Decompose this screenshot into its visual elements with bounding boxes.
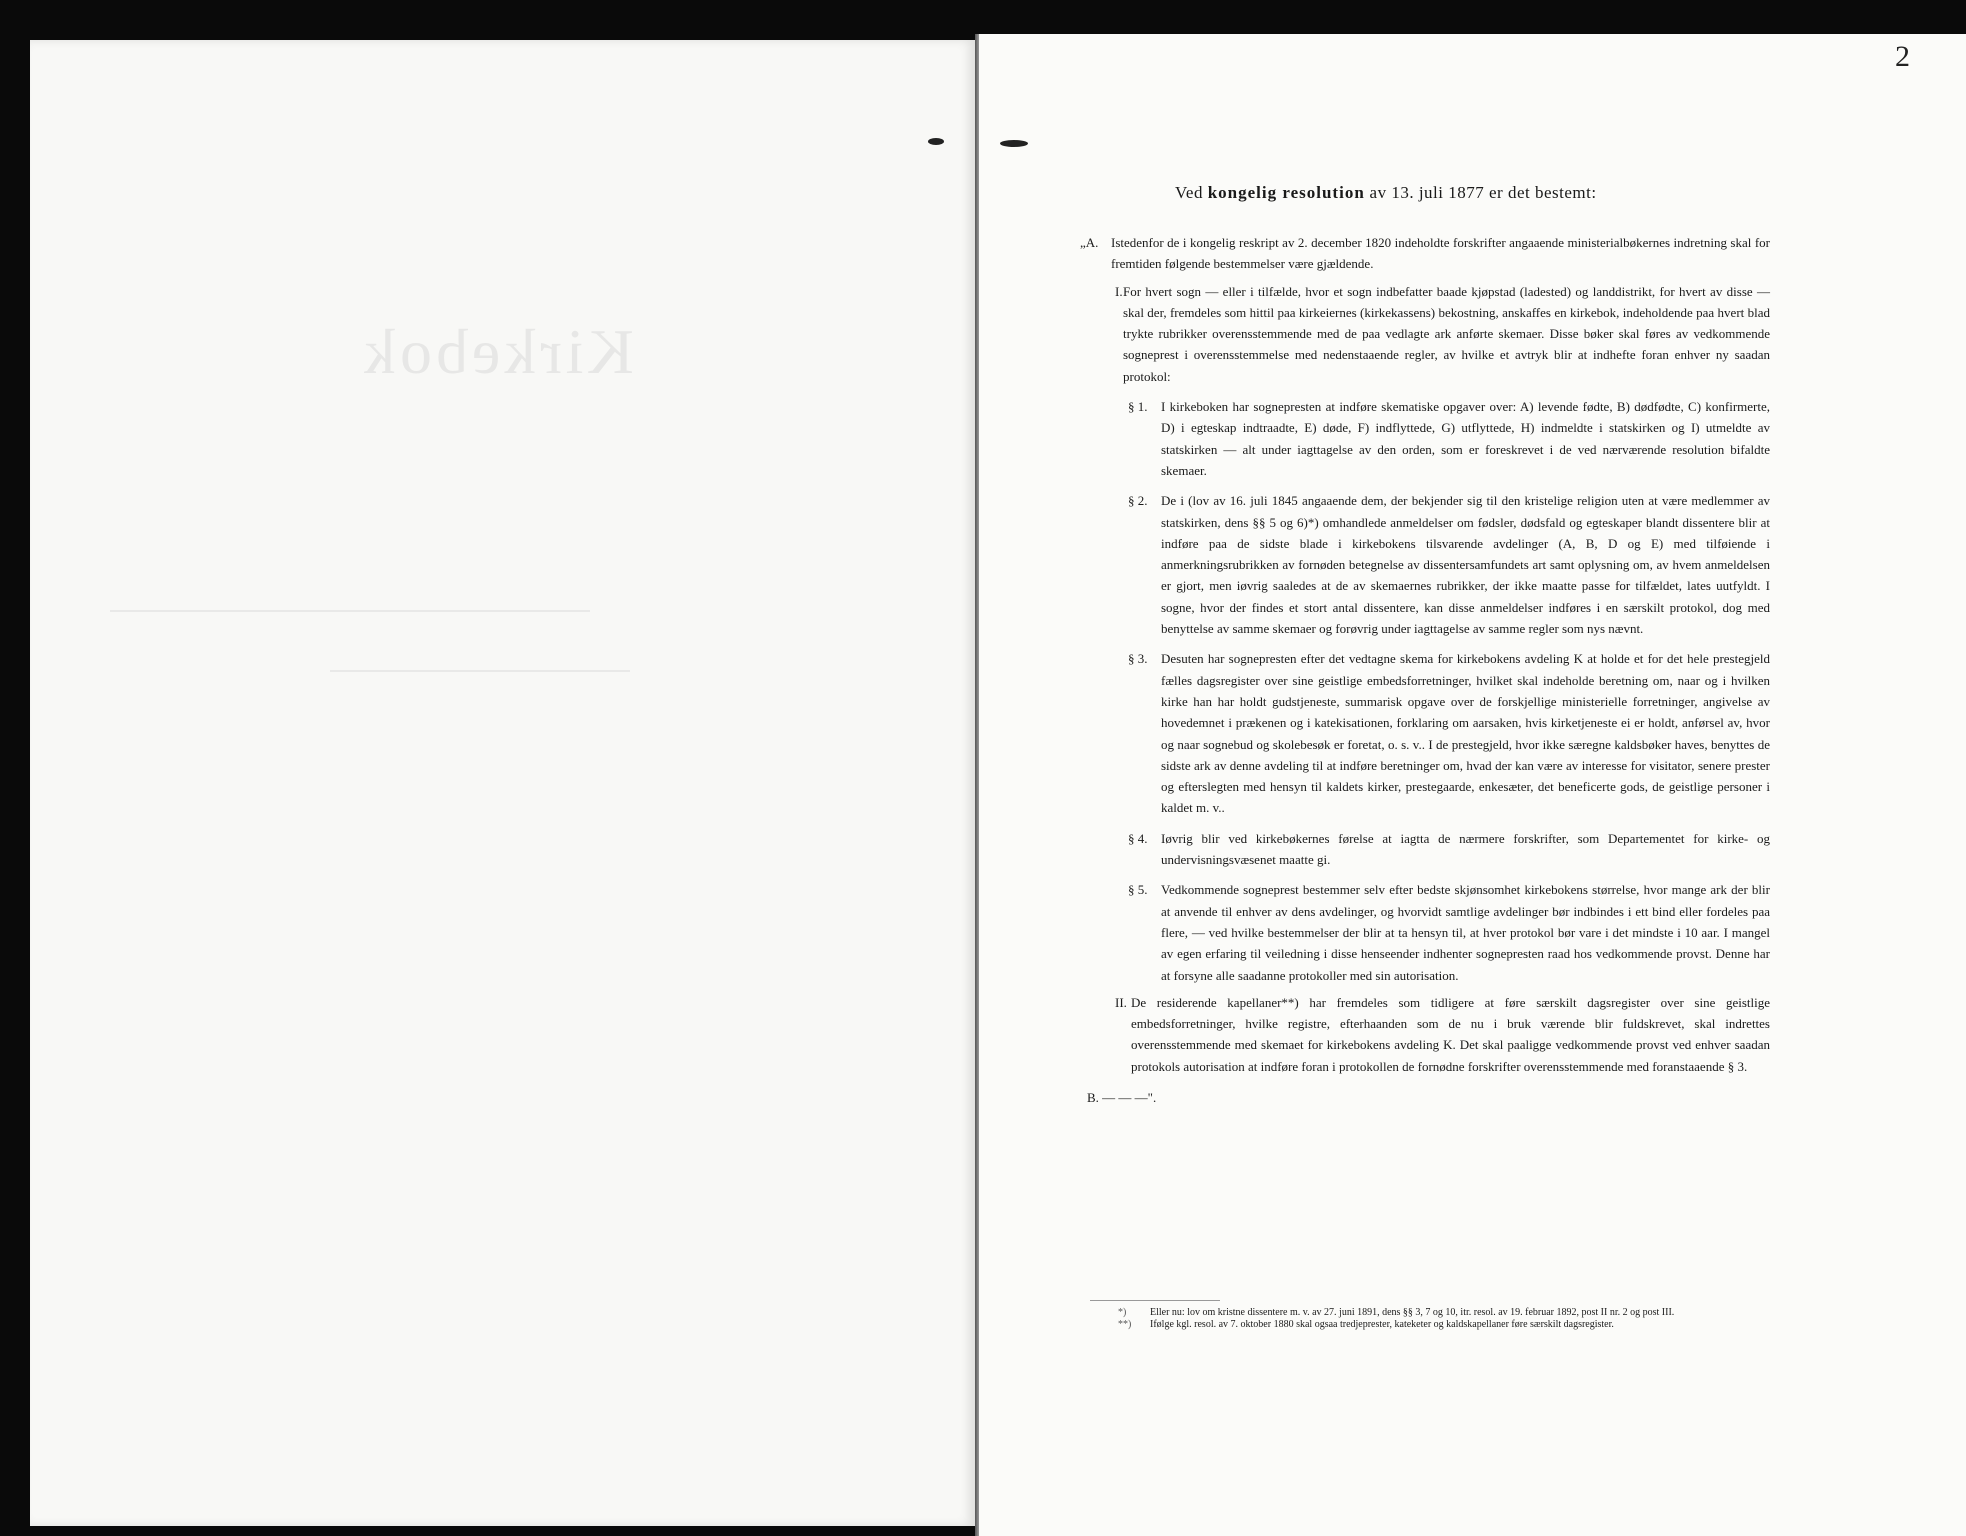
footnote-rule bbox=[1090, 1300, 1220, 1301]
paragraph-marker: II. bbox=[1115, 994, 1127, 1010]
section-text: Iøvrig blir ved kirkebøkernes førelse at iagtta de nærmere forskrifter, som Departementet for kirke- og undervisningsvæsenet maatte gi. bbox=[1161, 830, 1770, 868]
section-marker: § 3. bbox=[1128, 651, 1148, 667]
left-page bbox=[30, 40, 975, 1526]
footnotes bbox=[1118, 1307, 1798, 1330]
section-marker: § 4. bbox=[1128, 830, 1148, 846]
paragraph-marker: I. bbox=[1115, 283, 1123, 299]
resolution-body bbox=[1080, 232, 1770, 1108]
section-text: De i (lov av 16. juli 1845 angaaende dem, der bekjender sig til den kristelige religion uten at være medlemmer av statskirken, dens §§ 5 og 6)*) omhandlede anmeldelser om fødsler, dødsfald og egteskaper blandt dissentere blir at indføre paa de sidste blade i kirkebokens tilsvarende avdelinger (A, B, D og E) med tilføiende i anmerkningsrubrikken av fornøden betegnelse av dissentersamfundets art samt oplysning om, av hvem anmeldelsen er gjort, men iøvrig saaledes at de av skemaernes rubrikker, der ikke maatte passe for tilfældet, lates uutfyldt. I sogne, hvor der findes et stort antal dissentere, kan disse anmeldelser indføres i en særskilt protokol, dog med benyttelse av samme skemaer og forøvrig under iagttagelse av samme regler som nys nævnt. bbox=[1161, 493, 1770, 637]
paragraph-i bbox=[1080, 281, 1770, 387]
section-text: Desuten har sognepresten efter det vedtagne skema for kirkebokens avdeling K at holde et for det hele prestegjeld fælles dagsregister over sine geistlige embedsforretninger, hvilket skal indeholde beretning om, naar og i hvilken kirke han har holdt gudstjeneste, summarisk opgave over de forskjellige ministerielle forretninger, angivelse av hovedemnet i prækenen og i katekisationen, forklaring om aarsaken, hvis kirketjeneste ei er holdt, anførsel av, hvor og naar sognebud og skolebesøk er foretat, o. s. v.. I de prestegjeld, hvor ikke særegne kaldsbøker haves, benyttes de sidste ark av denne avdeling til at indføre beretninger om, hvad der kan være av interesse for visitator, senere prester og efterslegten med hensyn til kaldets kirker, prestegaarde, enkesæter, det beneficerte gods, de geistlige personer i kaldet m. v.. bbox=[1161, 651, 1770, 816]
footnote-text: Ifølge kgl. resol. av 7. oktober 1880 skal ogsaa tredjeprester, kateketer og kaldskapellaner føre særskilt dagsregister. bbox=[1150, 1318, 1614, 1330]
heading-prefix: Ved bbox=[1175, 183, 1203, 202]
footnote-text: Eller nu: lov om kristne dissentere m. v. av 27. juni 1891, dens §§ 3, 7 og 10, itr. resol. av 19. februar 1892, post II nr. 2 og post III. bbox=[1150, 1307, 1675, 1318]
bleed-through-title: Kirkebok bbox=[360, 316, 634, 387]
heading-suffix: av 13. juli 1877 er det bestemt: bbox=[1369, 183, 1597, 202]
resolution-heading bbox=[1175, 183, 1597, 203]
section-4 bbox=[1080, 828, 1770, 871]
footnote-marker: **) bbox=[1118, 1318, 1132, 1330]
paragraph-marker: „A. bbox=[1080, 235, 1099, 250]
section-marker: § 2. bbox=[1128, 493, 1148, 509]
bleed-through-line bbox=[110, 610, 590, 612]
footnote-marker: *) bbox=[1118, 1307, 1127, 1318]
section-marker: § 5. bbox=[1128, 882, 1148, 898]
bleed-through-line bbox=[330, 670, 630, 672]
paragraph-text: De residerende kapellaner**) har fremdeles som tidligere at føre særskilt dagsregister over sine geistlige embedsforretninger, hvilke registre, efterhaanden som de nu i bruk værende blir fuldskrevet, skal indrettes overensstemmende med skemaet for kirkebokens avdeling K. Det skal paaligge vedkommende provst ved enhver saadan protokols autorisation at indføre foran i protokollen de fornødne forskrifter overensstemmende med foranstaaende § 3. bbox=[1131, 994, 1770, 1074]
ink-smudge bbox=[1000, 140, 1028, 147]
section-text: Vedkommende sogneprest bestemmer selv efter bedste skjønsomhet kirkebokens størrelse, hvor mange ark der blir at anvende til enhver av dens avdelinger, og hvorvidt samtlige avdelinger bør indbindes i ett bind eller fordeles paa flere, — ved hvilke bestemmelser der blir at ta hensyn til, at hver protokol bør vare i det mindste i 10 aar. I mangel av egen erfaring til veiledning i disse henseender indhenter sognepresten raad hos vedkommende provst. Denne har at forsyne alle saadanne protokoller med sin autorisation. bbox=[1161, 882, 1770, 983]
section-5 bbox=[1080, 879, 1770, 985]
section-marker: § 1. bbox=[1128, 399, 1148, 415]
paragraph-b: B. — — —". bbox=[1087, 1089, 1157, 1105]
section-text: I kirkeboken har sognepresten at indføre skematiske opgaver over: A) levende fødte, B) dødfødte, C) konfirmerte, D) i egteskap indtraadte, E) døde, F) indflyttede, G) utflyttede, H) indmeldte i statskirken og I) utmeldte av statskirken — alt under iagttagelse av den orden, som er foreskrevet i de ved nærværende resolution bifaldte skemaer. bbox=[1161, 399, 1770, 478]
paragraph-text: For hvert sogn — eller i tilfælde, hvor et sogn indbefatter baade kjøpstad (ladested) og landdistrikt, for hvert av disse — skal der, fremdeles som hittil paa kirkeiernes (kirkekassens) bekostning, anskaffes en kirkebok, indeholdende paa hvert blad trykte rubrikker overensstemmende med de paa vedlagte ark anførte skemaer. Disse bøker skal føres av vedkommende sogneprest i overensstemmelse med nedenstaaende regler, av hvilke et avtryk blir at indhefte foran enhver ny saadan protokol: bbox=[1123, 283, 1770, 384]
paragraph-text: Istedenfor de i kongelig reskript av 2. december 1820 indeholdte forskrifter angaaende ministerialbøkernes indretning skal for fremtiden følgende bestemmelser være gjældende. bbox=[1111, 235, 1770, 272]
paragraph-ii bbox=[1080, 992, 1770, 1077]
heading-emphasis: kongelig resolution bbox=[1207, 183, 1365, 202]
section-1 bbox=[1080, 396, 1770, 481]
paragraph-a bbox=[1080, 232, 1770, 275]
page-number: 2 bbox=[1895, 40, 1910, 73]
ink-smudge bbox=[928, 138, 944, 145]
footnote-1 bbox=[1118, 1307, 1798, 1319]
section-3 bbox=[1080, 648, 1770, 818]
footnote-2 bbox=[1118, 1319, 1798, 1331]
section-2 bbox=[1080, 490, 1770, 639]
